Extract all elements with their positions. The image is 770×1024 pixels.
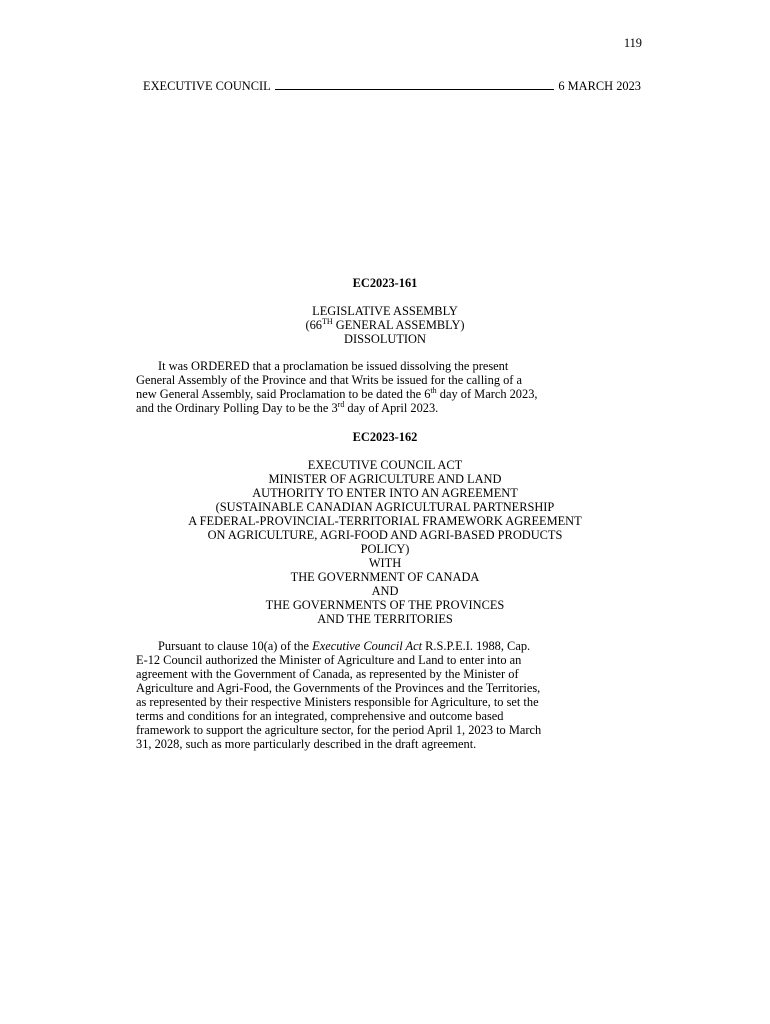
order-heading [136, 458, 634, 626]
header-left: EXECUTIVE COUNCIL [143, 79, 271, 93]
running-header [143, 79, 641, 94]
body-line: Agriculture and Agri-Food, the Governments of the Provinces and the Territories, [136, 681, 541, 695]
body-line: as represented by their respective Ministers responsible for Agriculture, to set the [136, 695, 539, 709]
act-title: Executive Council Act [312, 639, 423, 653]
body-line: agreement with the Government of Canada, as represented by the Minister of [136, 667, 519, 681]
body-text-sup: rd [337, 399, 345, 409]
body-text-prefix: new General Assembly, said Proclamation to be dated the 6 [136, 387, 431, 401]
heading-line: A FEDERAL-PROVINCIAL-TERRITORIAL FRAMEWORK AGREEMENT [188, 514, 582, 528]
heading-line: POLICY) [360, 542, 410, 556]
heading-line [136, 318, 634, 332]
body-line: 31, 2028, such as more particularly described in the draft agreement. [136, 737, 477, 751]
order-ec2023-162 [136, 430, 634, 751]
body-text-prefix: Pursuant to clause 10(a) of the [158, 639, 313, 653]
body-text-sup: th [430, 385, 437, 395]
body-line: General Assembly of the Province and that Writs be issued for the calling of a [136, 373, 523, 387]
body-text-suffix: R.S.P.E.I. 1988, Cap. [422, 639, 531, 653]
order-heading [136, 304, 634, 346]
body-line [136, 401, 634, 415]
order-number: EC2023-162 [352, 430, 418, 444]
order-ec2023-161 [136, 276, 634, 415]
heading-line: AND THE TERRITORIES [317, 612, 453, 626]
body-line [136, 387, 634, 401]
heading-line: MINISTER OF AGRICULTURE AND LAND [268, 472, 502, 486]
body-text-prefix: and the Ordinary Polling Day to be the 3 [136, 401, 338, 415]
order-number: EC2023-161 [352, 276, 418, 290]
heading-line: EXECUTIVE COUNCIL ACT [307, 458, 463, 472]
body-line: It was ORDERED that a proclamation be issued dissolving the present [158, 359, 509, 373]
order-body [136, 639, 634, 751]
heading-line: AUTHORITY TO ENTER INTO AN AGREEMENT [252, 486, 518, 500]
heading-line: (SUSTAINABLE CANADIAN AGRICULTURAL PARTNERSHIP [215, 500, 555, 514]
body-text-suffix: day of April 2023. [344, 401, 439, 415]
page-number: 119 [623, 36, 642, 50]
body-line [136, 639, 634, 653]
heading-line: LEGISLATIVE ASSEMBLY [312, 304, 458, 318]
heading-line: DISSOLUTION [344, 332, 426, 346]
header-date: 6 MARCH 2023 [558, 79, 641, 93]
heading-line: AND [371, 584, 399, 598]
heading-line: THE GOVERNMENTS OF THE PROVINCES [265, 598, 505, 612]
body-text-suffix: day of March 2023, [436, 387, 538, 401]
body-line: E-12 Council authorized the Minister of Agriculture and Land to enter into an [136, 653, 522, 667]
heading-line-suffix: GENERAL ASSEMBLY) [332, 318, 465, 332]
body-line: terms and conditions for an integrated, comprehensive and outcome based [136, 709, 504, 723]
header-rule [275, 79, 555, 90]
heading-line-sup: TH [322, 316, 333, 326]
body-line: framework to support the agriculture sector, for the period April 1, 2023 to March [136, 723, 542, 737]
heading-line-prefix: (66 [305, 318, 322, 332]
heading-line: THE GOVERNMENT OF CANADA [290, 570, 480, 584]
heading-line: ON AGRICULTURE, AGRI-FOOD AND AGRI-BASED PRODUCTS [207, 528, 563, 542]
heading-line: WITH [368, 556, 402, 570]
order-body [136, 359, 634, 415]
